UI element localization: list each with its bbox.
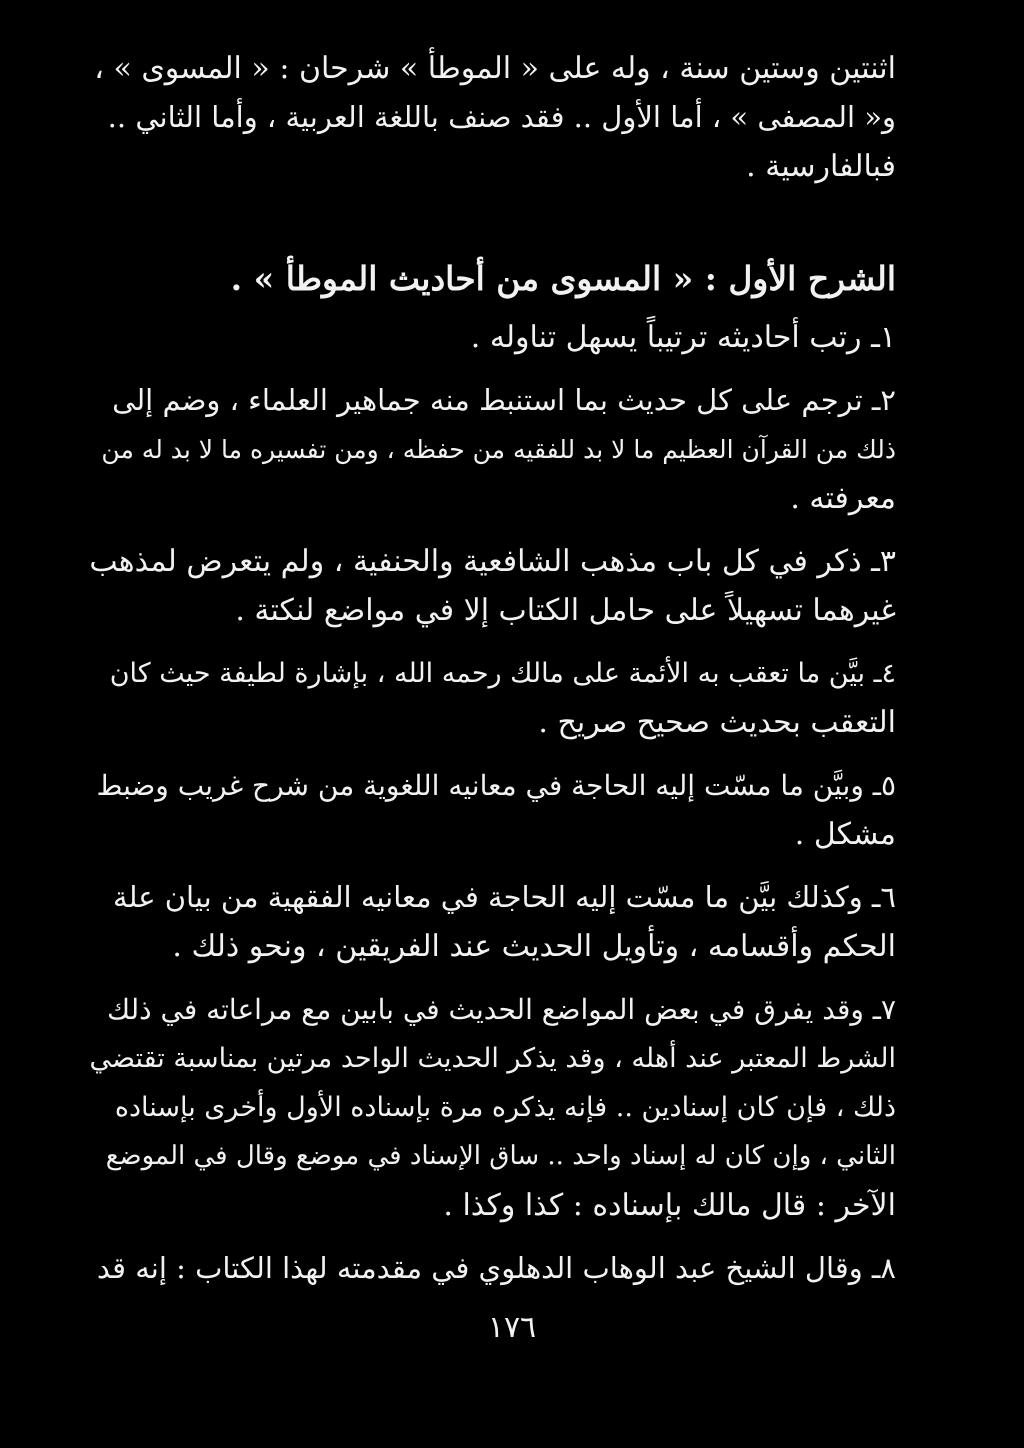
intro-paragraph bbox=[88, 44, 896, 191]
text-line: الحكم وأقسامه ، وتأويل الحديث عند الفريقين ، ونحو ذلك . bbox=[172, 929, 896, 964]
text-line: اثنتين وستين سنة ، وله على « الموطأ » شرحان : « المسوى » ، bbox=[94, 51, 896, 86]
text-line: غيرهما تسهيلاً على حامل الكتاب إلا في مواضع لنكتة . bbox=[235, 593, 896, 628]
text-line: الشرط المعتبر عند أهله ، وقد يذكر الحديث الواحد مرتين بمناسبة تقتضي bbox=[89, 1043, 896, 1074]
list-item-3 bbox=[88, 537, 896, 635]
text-line: ذلك من القرآن العظيم ما لا بد للفقيه من حفظه ، ومن تفسيره ما لا بد له من bbox=[101, 435, 896, 464]
text-line: التعقب بحديث صحيح صريح . bbox=[538, 705, 896, 740]
list-item-7 bbox=[88, 985, 896, 1230]
text-line: ٣ـ ذكر في كل باب مذهب الشافعية والحنفية ، ولم يتعرض لمذهب bbox=[89, 544, 896, 579]
list-item-2 bbox=[88, 376, 896, 523]
text-line: مشكل . bbox=[794, 817, 896, 852]
text-line: ذلك ، فإن كان إسنادين .. فإنه يذكره مرة بإسناده الأول وأخرى بإسناده bbox=[114, 1092, 896, 1123]
text-line: ٧ـ وقد يفرق في بعض المواضع الحديث في بابين مع مراعاته في ذلك bbox=[107, 993, 896, 1026]
text-line: معرفته . bbox=[790, 481, 896, 516]
text-line: ٢ـ ترجم على كل حديث بما استنبط منه جماهير العلماء ، وضم إلى bbox=[112, 383, 896, 417]
text-line: و« المصفى » ، أما الأول .. فقد صنف باللغة العربية ، وأما الثاني .. bbox=[107, 100, 896, 134]
text-line: فبالفارسية . bbox=[746, 149, 896, 184]
text-line: الثاني ، وإن كان له إسناد واحد .. ساق الإسناد في موضع وقال في الموضع bbox=[105, 1141, 896, 1171]
list-item-1 bbox=[88, 313, 896, 362]
text-line: ٨ـ وقال الشيخ عبد الوهاب الدهلوي في مقدمته لهذا الكتاب : إنه قد bbox=[96, 1251, 896, 1285]
text-line: الآخر : قال مالك بإسناده : كذا وكذا . bbox=[443, 1188, 896, 1223]
list-item-6 bbox=[88, 873, 896, 971]
list-item-8 bbox=[88, 1244, 896, 1293]
text-line: ٦ـ وكذلك بيَّن ما مسّت إليه الحاجة في معانيه الفقهية من بيان علة bbox=[113, 880, 896, 914]
page-number: ١٧٦ bbox=[487, 1310, 537, 1345]
list-item-5 bbox=[88, 761, 896, 859]
text-line: ٤ـ بيَّن ما تعقب به الأئمة على مالك رحمه الله ، بإشارة لطيفة حيث كان bbox=[109, 658, 896, 689]
text-line: ١ـ رتب أحاديثه ترتيباً يسهل تناوله . bbox=[470, 320, 896, 355]
list-item-4 bbox=[88, 649, 896, 747]
text-line: ٥ـ وبيَّن ما مسّت إليه الحاجة في معانيه اللغوية من شرح غريب وضبط bbox=[96, 769, 896, 802]
section-heading: الشرح الأول : « المسوى من أحاديث الموطأ » . bbox=[230, 259, 896, 298]
